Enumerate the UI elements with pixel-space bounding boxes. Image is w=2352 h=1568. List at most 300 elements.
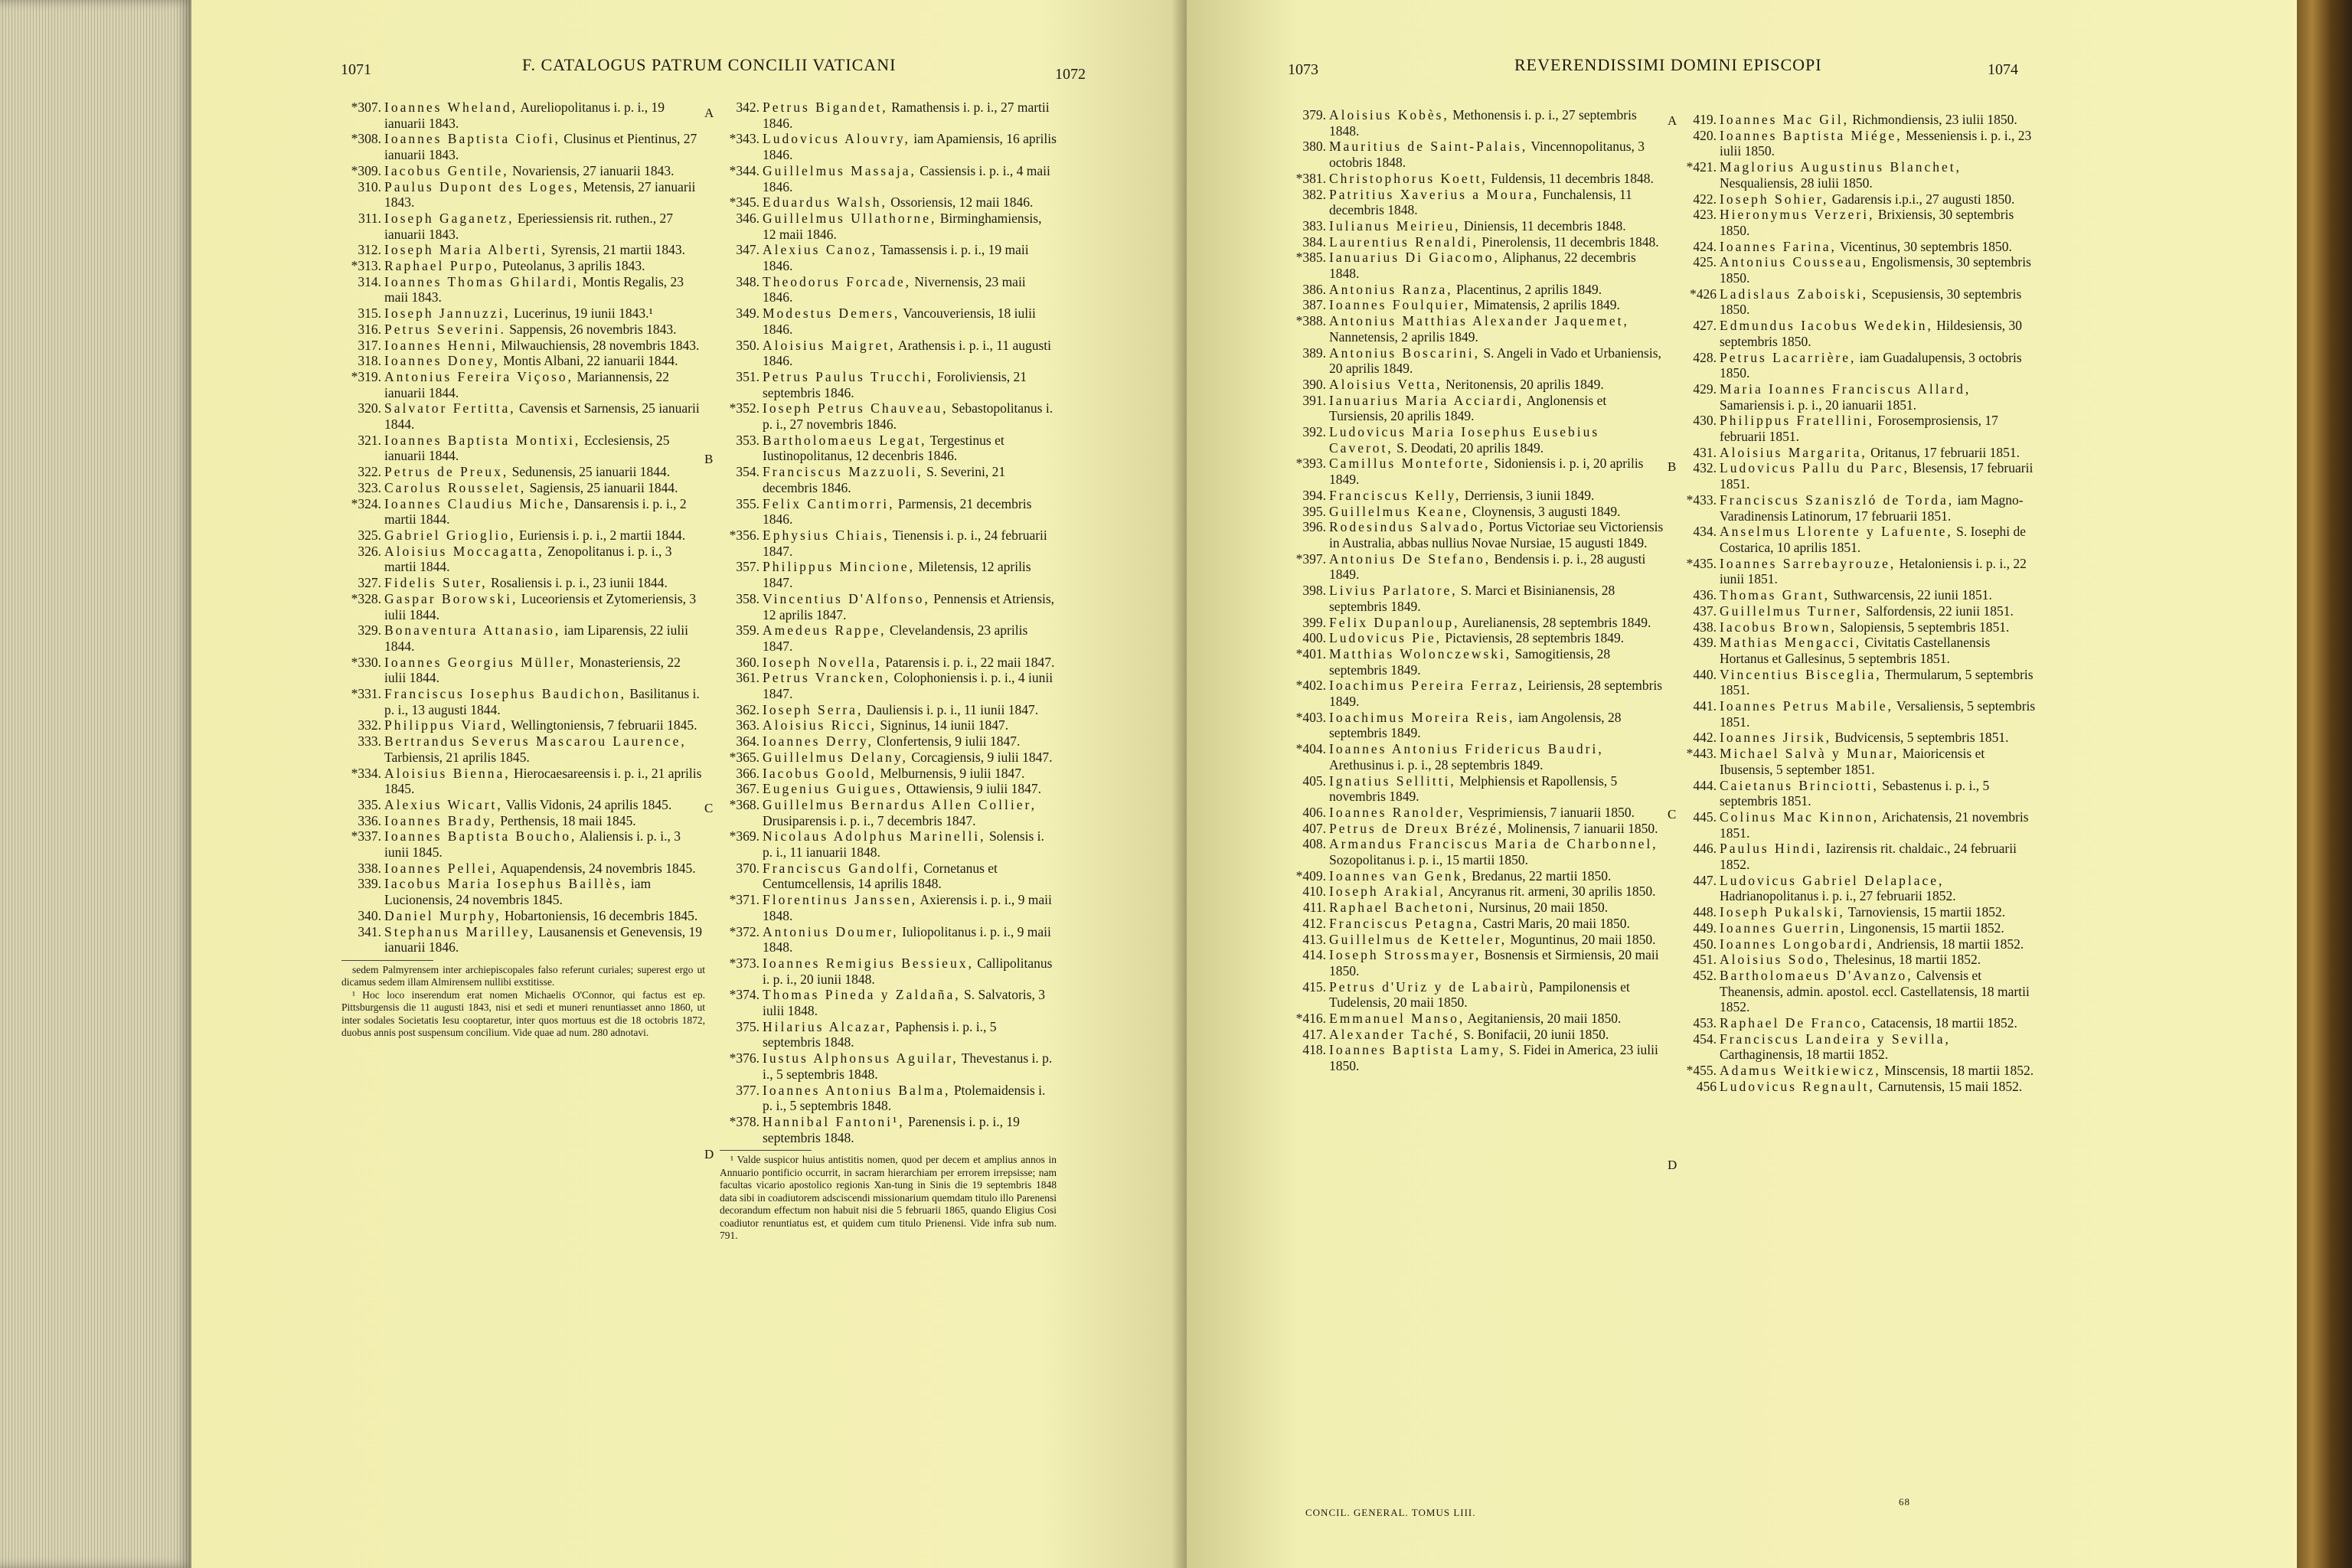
- entry-number: 382.: [1302, 186, 1326, 202]
- catalog-entry: [1286, 916, 1665, 932]
- catalog-entry: [1677, 413, 2037, 444]
- catalog-entry: [1286, 741, 1665, 773]
- bishop-name: Guillelmus de Ketteler,: [1329, 931, 1508, 947]
- entry-number: 428.: [1693, 349, 1717, 365]
- catalog-entry: [341, 766, 705, 797]
- left-page-column-1: [341, 100, 705, 1040]
- see-and-date: Sebastopolitanus i. p. i., 27 novembris 1846.: [763, 400, 1054, 433]
- see-and-date: Basilitanus i. p. i., 13 augusti 1844.: [384, 686, 700, 717]
- entry-number: 339.: [358, 876, 381, 892]
- see-and-date: Pictaviensis, 28 septembris 1849.: [1442, 630, 1625, 646]
- bishop-name: Felix Dupanloup,: [1329, 614, 1460, 630]
- entry-number: 449.: [1693, 920, 1717, 936]
- entry-number: *365.: [729, 749, 760, 765]
- catalog-entry: [720, 559, 1057, 590]
- right-page-column-1: [1286, 107, 1665, 1074]
- catalog-entry: [1286, 250, 1665, 281]
- bishop-name: Guillelmus Bernardus Allen Collier,: [763, 796, 1037, 812]
- bishop-name: Ioannes Foulquier,: [1329, 297, 1471, 313]
- entry-number: *376.: [729, 1050, 760, 1067]
- entry-number: *352.: [729, 400, 760, 416]
- entry-number: 417.: [1302, 1026, 1326, 1042]
- see-and-date: Forosemprosiensis, 17 februarii 1851.: [1720, 413, 1998, 445]
- see-and-date: Budvicensis, 5 septembris 1851.: [1831, 730, 2009, 746]
- see-and-date: Thermularum, 5 septembris 1851.: [1720, 666, 2034, 698]
- see-and-date: Ptolemaidensis i. p. i., 5 septembris 1848.: [763, 1082, 1046, 1114]
- entry-number: 391.: [1302, 392, 1326, 408]
- entry-number: 350.: [736, 337, 760, 353]
- entry-number: *356.: [729, 527, 760, 543]
- see-and-date: Clevelandensis, 23 aprilis 1847.: [763, 622, 1028, 654]
- catalog-entry: [1677, 556, 2037, 587]
- catalog-entry: [720, 464, 1057, 495]
- see-and-date: Melburnensis, 9 iulii 1847.: [876, 765, 1025, 781]
- bishop-name: Ioseph Arakial,: [1329, 884, 1446, 900]
- catalog-entry: [341, 353, 705, 369]
- catalog-entry: [341, 828, 705, 860]
- see-and-date: Rosaliensis i. p. i., 23 iunii 1844.: [487, 575, 668, 591]
- catalog-entry: [1677, 936, 2037, 952]
- catalog-entry: [720, 987, 1057, 1018]
- see-and-date: Diniensis, 11 decembris 1848.: [1460, 217, 1626, 234]
- entry-number: 419.: [1693, 112, 1717, 127]
- see-and-date: Arethusinus i. p. i., 28 septembris 1849.: [1329, 756, 1544, 773]
- catalog-entry: [341, 733, 705, 765]
- entry-number: 380.: [1302, 139, 1326, 155]
- see-and-date: Clonfertensis, 9 iulii 1847.: [873, 733, 1021, 750]
- catalog-entry: [1286, 424, 1665, 456]
- see-and-date: Gadarensis i.p.i., 27 augusti 1850.: [1828, 191, 2015, 207]
- page-number-1073: 1073: [1288, 61, 1318, 78]
- entry-number: 407.: [1302, 820, 1326, 836]
- bishop-name: Hieronymus Verzeri,: [1720, 207, 1875, 223]
- entry-number: 394.: [1302, 487, 1326, 503]
- bishop-name: Vincentius D'Alfonso,: [763, 590, 930, 606]
- entry-number: *433.: [1686, 492, 1717, 508]
- entry-number: *337.: [351, 828, 381, 844]
- bishop-name: Bartholomaeus Legat,: [763, 432, 927, 448]
- bishop-name: Ioannes Derry,: [763, 733, 874, 750]
- see-and-date: Pennensis et Atriensis, 12 aprilis 1847.: [763, 590, 1055, 622]
- catalog-entry: [720, 1050, 1057, 1082]
- see-and-date: Castri Maris, 20 maii 1850.: [1479, 915, 1630, 931]
- bishop-name: Amedeus Rappe,: [763, 622, 887, 639]
- bishop-name: Ludovicus Gabriel Delaplace,: [1720, 872, 1945, 888]
- see-and-date: Carthaginensis, 18 martii 1852.: [1720, 1047, 1889, 1063]
- entry-number: 453.: [1693, 1015, 1717, 1031]
- entry-number: 315.: [358, 305, 381, 322]
- see-and-date: Versaliensis, 5 septembris 1851.: [1720, 698, 2036, 730]
- catalog-entry: [341, 305, 705, 322]
- catalog-entry: [1286, 932, 1665, 948]
- see-and-date: Cornetanus et Centumcellensis, 14 aprilis 1848.: [763, 860, 998, 892]
- catalog-entry: [341, 369, 705, 400]
- catalog-entry: [1677, 904, 2037, 920]
- entry-number: 317.: [358, 337, 381, 353]
- see-and-date: Thelesinus, 18 martii 1852.: [1831, 952, 1981, 968]
- bishop-name: Camillus Monteforte,: [1329, 456, 1491, 472]
- see-and-date: Tarnoviensis, 15 martii 1852.: [1844, 904, 2006, 920]
- bishop-name: Iacobus Goold,: [763, 765, 877, 781]
- bishop-name: Theodorus Forcade,: [763, 273, 911, 289]
- catalog-entry: [720, 622, 1057, 654]
- catalog-entry: [1677, 286, 2037, 318]
- catalog-entry: [720, 305, 1057, 337]
- catalog-entry: [341, 924, 705, 956]
- see-and-date: Ramathensis i. p. i., 27 martii 1846.: [763, 100, 1050, 131]
- see-and-date: S. Bonifacii, 20 iunii 1850.: [1459, 1026, 1609, 1042]
- entry-number: 452.: [1693, 967, 1717, 983]
- entry-number: 415.: [1302, 978, 1326, 995]
- bishop-name: Ioannes Mac Gil,: [1720, 112, 1850, 127]
- entry-number: *344.: [729, 162, 760, 178]
- entry-number: *421.: [1686, 159, 1717, 175]
- bishop-name: Caietanus Brinciotti,: [1720, 777, 1879, 793]
- see-and-date: Lingonensis, 15 martii 1852.: [1846, 920, 2004, 936]
- catalog-entry: [1286, 1042, 1665, 1073]
- catalog-entry: [1286, 282, 1665, 298]
- catalog-entry: [341, 433, 705, 464]
- bishop-name: Antonius Matthias Alexander Jaquemet,: [1329, 313, 1629, 329]
- catalog-entry: [720, 163, 1057, 194]
- bishop-name: Ephysius Chiais,: [763, 527, 890, 543]
- entry-number: 358.: [736, 590, 760, 606]
- catalog-entry: [1677, 603, 2037, 619]
- catalog-entry: [720, 828, 1057, 860]
- see-and-date: Thevestanus i. p. i., 5 septembris 1848.: [763, 1050, 1053, 1082]
- entry-number: *435.: [1686, 555, 1717, 571]
- see-and-date: Vesprimiensis, 7 ianuarii 1850.: [1465, 804, 1635, 820]
- bishop-name: Ioseph Petrus Chauveau,: [763, 400, 949, 416]
- catalog-entry: [1286, 1011, 1665, 1027]
- see-and-date: Eperiessiensis rit. ruthen., 27 ianuarii 1843.: [384, 210, 674, 242]
- bishop-name: Ioannes Ranolder,: [1329, 804, 1465, 820]
- see-and-date: S. Deodati, 20 aprilis 1849.: [1393, 439, 1544, 456]
- bishop-name: Thomas Grant,: [1720, 587, 1830, 603]
- entry-number: *343.: [729, 131, 760, 147]
- catalog-entry: [1286, 884, 1665, 900]
- bishop-name: Petrus de Preux,: [384, 464, 509, 480]
- entry-number: 406.: [1302, 804, 1326, 820]
- catalog-entry: [1286, 900, 1665, 916]
- entry-number: 389.: [1302, 345, 1326, 361]
- see-and-date: Fuldensis, 11 decembris 1848.: [1487, 170, 1654, 186]
- entry-number: 412.: [1302, 915, 1326, 931]
- entry-number: 321.: [358, 432, 381, 448]
- entry-number: 383.: [1302, 217, 1326, 234]
- see-and-date: Cassiensis i. p. i., 4 maii 1846.: [763, 162, 1050, 194]
- bishop-name: Vincentius Bisceglia,: [1720, 666, 1882, 682]
- catalog-entry: [341, 528, 705, 544]
- running-head-left: F. CATALOGUS PATRUM CONCILII VATICANI: [522, 55, 897, 74]
- bishop-name: Raphael Purpo,: [384, 258, 499, 274]
- catalog-entry: [720, 369, 1057, 400]
- bishop-name: Ioannes Baptista Ciofi,: [384, 131, 560, 147]
- book-cover-edge: [2297, 0, 2352, 1568]
- bishop-name: Philippus Fratellini,: [1720, 413, 1875, 429]
- bishop-name: Aloisius Vetta,: [1329, 376, 1442, 392]
- sheet-number: 68: [1899, 1496, 1910, 1508]
- bishop-name: Gaspar Borowski,: [384, 590, 518, 606]
- entry-number: 329.: [358, 622, 381, 639]
- see-and-date: Leiriensis, 28 septembris 1849.: [1329, 678, 1663, 710]
- bishop-name: Ioannes Antonius Fridericus Baudri,: [1329, 741, 1604, 757]
- entry-number: *385.: [1295, 250, 1326, 266]
- entry-number: 333.: [358, 733, 381, 750]
- see-and-date: Oritanus, 17 februarii 1851.: [1867, 444, 2020, 460]
- entry-number: 392.: [1302, 424, 1326, 440]
- entry-number: 353.: [736, 432, 760, 448]
- bishop-name: Ioannes Henni,: [384, 337, 498, 353]
- bishop-name: Hannibal Fantoni¹,: [763, 1114, 905, 1129]
- see-and-date: iam Lucionensis, 24 novembris 1845.: [384, 876, 652, 908]
- entry-number: 367.: [736, 781, 760, 797]
- see-and-date: Messeniensis i. p. i., 23 iulii 1850.: [1720, 127, 2032, 159]
- entry-number: 347.: [736, 242, 760, 258]
- catalog-entry: [341, 258, 705, 274]
- entry-number: 400.: [1302, 630, 1326, 646]
- see-and-date: Ancyranus rit. armeni, 30 aprilis 1850.: [1445, 884, 1656, 900]
- bishop-name: Petrus Severini.: [384, 321, 506, 337]
- catalog-entry: [720, 528, 1057, 559]
- see-and-date: Hildesiensis, 30 septembris 1850.: [1720, 318, 2023, 349]
- see-and-date: Salfordensis, 22 iunii 1851.: [1862, 603, 2014, 619]
- margin-marker-a: A: [704, 106, 714, 120]
- see-and-date: Nannetensis, 2 aprilis 1849.: [1329, 328, 1478, 345]
- bishop-name: Ioannes Antonius Balma,: [763, 1082, 951, 1098]
- entry-number: 445.: [1693, 808, 1717, 825]
- bishop-name: Ludovicus Alouvry,: [763, 131, 910, 147]
- bishop-name: Mauritius de Saint-Palais,: [1329, 139, 1528, 155]
- bishop-name: Raphael De Franco,: [1720, 1015, 1868, 1031]
- see-and-date: Bredanus, 22 martii 1850.: [1468, 867, 1612, 884]
- entry-number: *397.: [1295, 550, 1326, 567]
- see-and-date: Colophoniensis i. p. i., 4 iunii 1847.: [763, 670, 1054, 702]
- catalog-entry: [1286, 979, 1665, 1011]
- catalog-entry: [720, 400, 1057, 432]
- catalog-entry: [341, 797, 705, 813]
- see-and-date: Arathensis i. p. i., 11 augusti 1846.: [763, 337, 1052, 369]
- entry-number: 379.: [1302, 107, 1326, 122]
- bishop-name: Ioannes Baptista Miége,: [1720, 127, 1903, 143]
- entry-number: 436.: [1693, 587, 1717, 603]
- catalog-entry: [720, 797, 1057, 828]
- catalog-entry: [720, 924, 1057, 956]
- see-and-date: Vancouveriensis, 18 iulii 1846.: [763, 305, 1036, 337]
- bishop-name: Fidelis Suter,: [384, 575, 488, 591]
- entry-number: 362.: [736, 701, 760, 717]
- see-and-date: Placentinus, 2 aprilis 1849.: [1452, 281, 1602, 297]
- see-and-date: Tergestinus et Iustinopolitanus, 12 decenbris 1846.: [763, 432, 1004, 464]
- bishop-name: Ludovicus Regnault,: [1720, 1078, 1875, 1094]
- see-and-date: Luceoriensis et Zytomeriensis, 3 iulii 1844.: [384, 590, 697, 622]
- see-and-date: Engolismensis, 30 septembris 1850.: [1720, 254, 2031, 286]
- margin-marker-b: B: [1668, 459, 1677, 474]
- see-and-date: Perthensis, 18 maii 1845.: [496, 812, 636, 828]
- right-page: [1187, 0, 2297, 1568]
- bishop-name: Ioseph Strossmayer,: [1329, 947, 1481, 963]
- entry-number: *426: [1690, 286, 1717, 302]
- catalog-entry: [1286, 678, 1665, 709]
- bishop-name: Emmanuel Manso,: [1329, 1011, 1465, 1027]
- entry-number: *324.: [351, 495, 381, 511]
- catalog-entry: [341, 131, 705, 162]
- entry-number: *401.: [1295, 645, 1326, 662]
- running-head-right: REVERENDISSIMI DOMINI EPISCOPI: [1514, 55, 1822, 74]
- left-page: [191, 0, 1187, 1568]
- margin-marker-b: B: [704, 452, 714, 466]
- see-and-date: Andriensis, 18 martii 1852.: [1873, 936, 2024, 952]
- entry-number: 450.: [1693, 936, 1717, 952]
- see-and-date: Sagiensis, 25 ianuarii 1844.: [526, 479, 678, 495]
- see-and-date: Arichatensis, 21 novembris 1851.: [1720, 808, 2029, 841]
- catalog-entry: [1286, 313, 1665, 345]
- see-and-date: Ecclesiensis, 25 ianuarii 1844.: [384, 432, 670, 464]
- bishop-name: Colinus Mac Kinnon,: [1720, 808, 1880, 825]
- bishop-name: Bertrandus Severus Mascarou Laurence,: [384, 733, 687, 750]
- bishop-name: Daniel Murphy,: [384, 907, 501, 923]
- see-and-date: Minscensis, 18 martii 1852.: [1880, 1063, 2034, 1079]
- bishop-name: Hilarius Alcazar,: [763, 1018, 892, 1034]
- entry-number: 355.: [736, 495, 760, 511]
- entry-number: 390.: [1302, 376, 1326, 392]
- see-and-date: Callipolitanus i. p. i., 20 iunii 1848.: [763, 955, 1053, 987]
- bishop-name: Ioannes Longobardi,: [1720, 936, 1874, 952]
- bishop-name: Bartholomaeus D'Avanzo,: [1720, 967, 1913, 983]
- entry-number: *455.: [1686, 1063, 1717, 1079]
- catalog-entry: [1677, 254, 2037, 286]
- see-and-date: Sappensis, 26 novembris 1843.: [505, 321, 677, 337]
- see-and-date: Hetaloniensis i. p. i., 22 iunii 1851.: [1720, 555, 2027, 587]
- see-and-date: Nursinus, 20 maii 1850.: [1475, 900, 1609, 916]
- entry-list: [341, 100, 705, 956]
- footnote-rule: [720, 1150, 812, 1151]
- see-and-date: Metensis, 27 ianuarii 1843.: [384, 178, 696, 211]
- bishop-name: Ioannes Thomas Ghilardi,: [384, 273, 579, 289]
- bishop-name: Ioannes Baptista Montixi,: [384, 432, 581, 448]
- catalog-entry: [1286, 488, 1665, 504]
- entry-number: *334.: [351, 765, 381, 781]
- see-and-date: Vincennopolitanus, 3 octobris 1848.: [1329, 139, 1645, 171]
- entry-number: *393.: [1295, 456, 1326, 472]
- entry-number: 341.: [358, 923, 381, 939]
- see-and-date: iam Magno-Varadinensis Latinorum, 17 februarii 1851.: [1720, 492, 2024, 524]
- bishop-name: Eugenius Guigues,: [763, 781, 903, 797]
- entry-number: 429.: [1693, 381, 1717, 397]
- catalog-entry: [720, 1114, 1057, 1145]
- bishop-name: Ioannes Remigius Bessieux,: [763, 955, 974, 971]
- entry-number: 370.: [736, 860, 760, 876]
- catalog-entry: [1286, 773, 1665, 805]
- bishop-name: Raphael Bachetoni,: [1329, 900, 1476, 916]
- bishop-name: Ioannes van Genk,: [1329, 867, 1468, 884]
- catalog-entry: [1677, 952, 2037, 968]
- catalog-entry: [341, 876, 705, 907]
- bishop-name: Aloisius Kobès,: [1329, 107, 1449, 122]
- entry-number: 422.: [1693, 191, 1717, 207]
- catalog-entry: [1677, 1015, 2037, 1031]
- margin-marker-d: D: [1668, 1158, 1677, 1172]
- see-and-date: Bendensis i. p. i., 28 augusti 1849.: [1329, 550, 1646, 583]
- catalog-entry: [720, 670, 1057, 701]
- entry-number: 348.: [736, 273, 760, 289]
- entry-number: 360.: [736, 654, 760, 670]
- entry-number: 396.: [1302, 519, 1326, 535]
- see-and-date: Lausanensis et Genevensis, 19 ianuarii 1846.: [384, 923, 703, 956]
- entry-number: *388.: [1295, 313, 1326, 329]
- catalog-entry: [720, 1083, 1057, 1114]
- entry-number: *331.: [351, 686, 381, 702]
- entry-number: 387.: [1302, 297, 1326, 313]
- entry-number: *330.: [351, 654, 381, 670]
- catalog-entry: [720, 733, 1057, 750]
- see-and-date: Scepusiensis, 30 septembris 1850.: [1720, 286, 2022, 318]
- bishop-name: Antonius De Stefano,: [1329, 550, 1491, 567]
- entry-number: 322.: [358, 464, 381, 480]
- catalog-entry: [341, 496, 705, 528]
- bishop-name: Ianuarius Di Giacomo,: [1329, 250, 1500, 266]
- catalog-entry: [1677, 587, 2037, 603]
- entry-number: 423.: [1693, 207, 1717, 223]
- entry-number: 398.: [1302, 583, 1326, 599]
- see-and-date: Ossoriensis, 12 maii 1846.: [887, 194, 1034, 211]
- catalog-entry: [1677, 318, 2037, 349]
- see-and-date: S. Fidei in America, 23 iulii 1850.: [1329, 1042, 1658, 1074]
- entry-number: 437.: [1693, 603, 1717, 619]
- bishop-name: Nicolaus Adolphus Marinelli,: [763, 828, 986, 844]
- catalog-entry: [341, 861, 705, 877]
- see-and-date: Zenopolitanus i. p. i., 3 martii 1844.: [384, 543, 672, 575]
- bishop-name: Petrus Vrancken,: [763, 670, 891, 686]
- entry-number: 448.: [1693, 904, 1717, 920]
- entry-number: *371.: [729, 892, 760, 908]
- see-and-date: Tamassensis i. p. i., 19 maii 1846.: [763, 242, 1029, 274]
- bishop-name: Alexius Wicart,: [384, 796, 503, 812]
- bishop-name: Ignatius Sellitti,: [1329, 773, 1456, 789]
- see-and-date: Nivernensis, 23 maii 1846.: [763, 273, 1026, 305]
- catalog-entry: [341, 179, 705, 211]
- see-and-date: Iuliopolitanus i. p. i., 9 maii 1848.: [763, 923, 1051, 956]
- catalog-entry: [1286, 821, 1665, 837]
- bishop-name: Alexander Taché,: [1329, 1026, 1460, 1042]
- catalog-entry: [1677, 809, 2037, 841]
- bishop-name: Antonius Boscarini,: [1329, 345, 1480, 361]
- bishop-name: Iacobus Maria Iosephus Baillès,: [384, 876, 628, 892]
- entry-number: *409.: [1295, 867, 1326, 884]
- entry-number: *443.: [1686, 746, 1717, 762]
- bishop-name: Ioannes Wheland,: [384, 100, 518, 115]
- entry-number: *404.: [1295, 741, 1326, 757]
- see-and-date: Lucerinus, 19 iunii 1843.¹: [510, 305, 653, 322]
- catalog-entry: [720, 892, 1057, 923]
- catalog-entry: [1286, 836, 1665, 867]
- see-and-date: Derriensis, 3 iunii 1849.: [1461, 487, 1595, 503]
- catalog-entry: [1286, 583, 1665, 614]
- entry-number: *374.: [729, 987, 760, 1003]
- catalog-entry: [720, 655, 1057, 671]
- see-and-date: Alaliensis i. p. i., 3 iunii 1845.: [384, 828, 681, 861]
- entry-number: *328.: [351, 590, 381, 606]
- bishop-name: Ioachimus Pereira Ferraz,: [1329, 678, 1525, 694]
- see-and-date: Axierensis i. p. i., 9 maii 1848.: [763, 892, 1052, 923]
- bishop-name: Iulianus Meirieu,: [1329, 217, 1461, 234]
- entry-list: [1677, 112, 2037, 1095]
- entry-number: 323.: [358, 479, 381, 495]
- catalog-entry: [341, 242, 705, 258]
- see-and-date: Suthwarcensis, 22 iunii 1851.: [1829, 587, 1992, 603]
- see-and-date: Brixiensis, 30 septembris 1850.: [1720, 207, 2014, 238]
- see-and-date: Mariannensis, 22 ianuarii 1844.: [384, 368, 669, 400]
